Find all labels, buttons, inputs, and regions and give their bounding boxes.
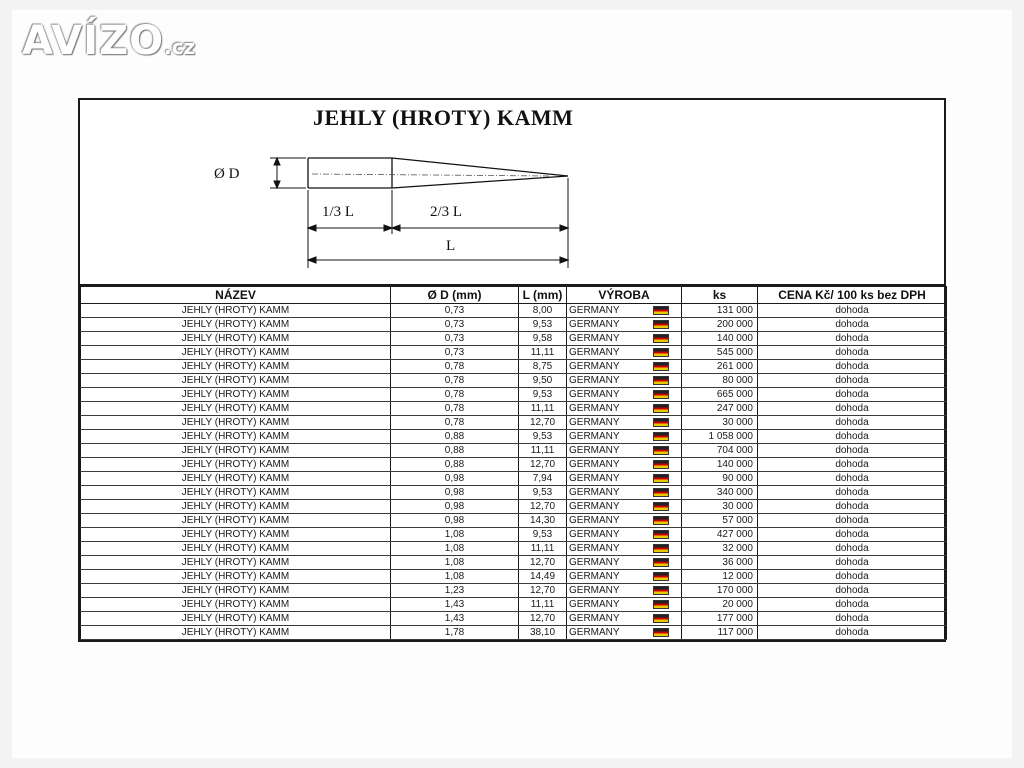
cell-diameter: 0,78 <box>391 388 519 402</box>
cell-name: JEHLY (HROTY) KAMM <box>81 332 391 346</box>
manufacture-country: GERMANY <box>569 318 620 330</box>
germany-flag-icon <box>653 404 669 413</box>
cell-manufacture <box>567 304 682 318</box>
cell-length: 12,70 <box>519 556 567 570</box>
cell-length: 12,70 <box>519 500 567 514</box>
cell-length: 14,49 <box>519 570 567 584</box>
cell-quantity: 12 000 <box>682 570 758 584</box>
length-label: L <box>446 238 456 254</box>
header-quantity: ks <box>682 287 758 304</box>
cell-name: JEHLY (HROTY) KAMM <box>81 570 391 584</box>
cell-name: JEHLY (HROTY) KAMM <box>81 416 391 430</box>
cell-name: JEHLY (HROTY) KAMM <box>81 430 391 444</box>
cell-length: 9,50 <box>519 374 567 388</box>
cell-diameter: 1,08 <box>391 528 519 542</box>
cell-manufacture <box>567 444 682 458</box>
cell-diameter: 0,78 <box>391 402 519 416</box>
manufacture-country: GERMANY <box>569 416 620 428</box>
cell-diameter: 1,43 <box>391 598 519 612</box>
cell-name: JEHLY (HROTY) KAMM <box>81 626 391 640</box>
price-sheet <box>78 98 946 642</box>
cell-name: JEHLY (HROTY) KAMM <box>81 304 391 318</box>
germany-flag-icon <box>653 558 669 567</box>
cell-length: 38,10 <box>519 626 567 640</box>
germany-flag-icon <box>653 460 669 469</box>
cell-price: dohoda <box>758 500 947 514</box>
cell-name: JEHLY (HROTY) KAMM <box>81 486 391 500</box>
cell-price: dohoda <box>758 556 947 570</box>
cell-price: dohoda <box>758 318 947 332</box>
manufacture-country: GERMANY <box>569 612 620 624</box>
cell-diameter: 0,78 <box>391 374 519 388</box>
cell-price: dohoda <box>758 416 947 430</box>
cell-quantity: 57 000 <box>682 514 758 528</box>
cell-price: dohoda <box>758 598 947 612</box>
cell-name: JEHLY (HROTY) KAMM <box>81 444 391 458</box>
cell-manufacture <box>567 346 682 360</box>
germany-flag-icon <box>653 572 669 581</box>
manufacture-country: GERMANY <box>569 346 620 358</box>
total-length-dimension <box>308 257 568 263</box>
manufacture-country: GERMANY <box>569 304 620 316</box>
cell-diameter: 0,88 <box>391 444 519 458</box>
germany-flag-icon <box>653 418 669 427</box>
manufacture-country: GERMANY <box>569 402 620 414</box>
cell-length: 9,58 <box>519 332 567 346</box>
germany-flag-icon <box>653 446 669 455</box>
cell-name: JEHLY (HROTY) KAMM <box>81 500 391 514</box>
cell-length: 11,11 <box>519 346 567 360</box>
table-row <box>81 374 947 388</box>
cell-price: dohoda <box>758 388 947 402</box>
cell-manufacture <box>567 584 682 598</box>
cell-quantity: 80 000 <box>682 374 758 388</box>
cell-quantity: 117 000 <box>682 626 758 640</box>
cell-diameter: 1,08 <box>391 556 519 570</box>
cell-diameter: 0,78 <box>391 416 519 430</box>
cell-name: JEHLY (HROTY) KAMM <box>81 584 391 598</box>
cell-length: 8,75 <box>519 360 567 374</box>
germany-flag-icon <box>653 362 669 371</box>
manufacture-country: GERMANY <box>569 472 620 484</box>
table-row <box>81 528 947 542</box>
manufacture-country: GERMANY <box>569 388 620 400</box>
germany-flag-icon <box>653 306 669 315</box>
table-row <box>81 514 947 528</box>
cell-manufacture <box>567 472 682 486</box>
cell-diameter: 1,78 <box>391 626 519 640</box>
germany-flag-icon <box>653 502 669 511</box>
manufacture-country: GERMANY <box>569 360 620 372</box>
cell-price: dohoda <box>758 374 947 388</box>
cell-length: 12,70 <box>519 584 567 598</box>
germany-flag-icon <box>653 586 669 595</box>
cell-quantity: 545 000 <box>682 346 758 360</box>
cell-name: JEHLY (HROTY) KAMM <box>81 514 391 528</box>
cell-quantity: 30 000 <box>682 500 758 514</box>
cell-diameter: 0,88 <box>391 430 519 444</box>
germany-flag-icon <box>653 600 669 609</box>
table-row <box>81 458 947 472</box>
cell-name: JEHLY (HROTY) KAMM <box>81 346 391 360</box>
watermark-tld: .cz <box>164 35 196 59</box>
table-row <box>81 472 947 486</box>
cell-diameter: 1,43 <box>391 612 519 626</box>
cell-manufacture <box>567 318 682 332</box>
germany-flag-icon <box>653 432 669 441</box>
cell-length: 11,11 <box>519 598 567 612</box>
cell-price: dohoda <box>758 570 947 584</box>
cell-manufacture <box>567 486 682 500</box>
cell-length: 9,53 <box>519 388 567 402</box>
table-row <box>81 332 947 346</box>
cell-manufacture <box>567 556 682 570</box>
cell-price: dohoda <box>758 584 947 598</box>
cell-manufacture <box>567 430 682 444</box>
germany-flag-icon <box>653 628 669 637</box>
cell-name: JEHLY (HROTY) KAMM <box>81 612 391 626</box>
cell-length: 12,70 <box>519 458 567 472</box>
cell-quantity: 140 000 <box>682 458 758 472</box>
cell-diameter: 0,98 <box>391 486 519 500</box>
cell-price: dohoda <box>758 528 947 542</box>
table-row <box>81 346 947 360</box>
watermark-brand: AVÍZO <box>22 18 165 64</box>
table-row <box>81 626 947 640</box>
cell-name: JEHLY (HROTY) KAMM <box>81 374 391 388</box>
cell-price: dohoda <box>758 430 947 444</box>
manufacture-country: GERMANY <box>569 528 620 540</box>
germany-flag-icon <box>653 488 669 497</box>
table-row <box>81 402 947 416</box>
header-diameter: Ø D (mm) <box>391 287 519 304</box>
cell-manufacture <box>567 332 682 346</box>
cell-quantity: 247 000 <box>682 402 758 416</box>
cell-quantity: 665 000 <box>682 388 758 402</box>
germany-flag-icon <box>653 614 669 623</box>
cell-quantity: 261 000 <box>682 360 758 374</box>
cell-diameter: 0,73 <box>391 304 519 318</box>
table-row <box>81 584 947 598</box>
cell-diameter: 0,98 <box>391 500 519 514</box>
table-row <box>81 430 947 444</box>
cell-diameter: 0,98 <box>391 472 519 486</box>
cell-name: JEHLY (HROTY) KAMM <box>81 556 391 570</box>
cell-name: JEHLY (HROTY) KAMM <box>81 402 391 416</box>
cell-diameter: 0,73 <box>391 318 519 332</box>
cell-diameter: 0,98 <box>391 514 519 528</box>
sheet-title: JEHLY (HROTY) KAMM <box>313 105 574 130</box>
table-row <box>81 598 947 612</box>
header-name: NÁZEV <box>81 287 391 304</box>
cell-name: JEHLY (HROTY) KAMM <box>81 598 391 612</box>
cell-quantity: 704 000 <box>682 444 758 458</box>
manufacture-country: GERMANY <box>569 500 620 512</box>
table-row <box>81 556 947 570</box>
manufacture-country: GERMANY <box>569 374 620 386</box>
cell-quantity: 90 000 <box>682 472 758 486</box>
cell-length: 8,00 <box>519 304 567 318</box>
cell-length: 9,53 <box>519 430 567 444</box>
sheet-header <box>80 100 944 286</box>
germany-flag-icon <box>653 376 669 385</box>
table-row <box>81 500 947 514</box>
table-row <box>81 318 947 332</box>
manufacture-country: GERMANY <box>569 514 620 526</box>
cell-length: 9,53 <box>519 318 567 332</box>
cell-manufacture <box>567 402 682 416</box>
cell-manufacture <box>567 360 682 374</box>
germany-flag-icon <box>653 516 669 525</box>
germany-flag-icon <box>653 348 669 357</box>
cell-price: dohoda <box>758 626 947 640</box>
table-row <box>81 304 947 318</box>
cell-length: 11,11 <box>519 542 567 556</box>
cell-diameter: 0,73 <box>391 346 519 360</box>
cell-price: dohoda <box>758 612 947 626</box>
manufacture-country: GERMANY <box>569 430 620 442</box>
cell-diameter: 0,88 <box>391 458 519 472</box>
diameter-dimension <box>270 158 306 188</box>
manufacture-country: GERMANY <box>569 486 620 498</box>
cell-length: 11,11 <box>519 402 567 416</box>
cell-manufacture <box>567 542 682 556</box>
cell-length: 9,53 <box>519 486 567 500</box>
cell-name: JEHLY (HROTY) KAMM <box>81 542 391 556</box>
cell-price: dohoda <box>758 458 947 472</box>
cell-diameter: 0,78 <box>391 360 519 374</box>
needle-diagram <box>80 100 944 284</box>
table-row <box>81 486 947 500</box>
third-length-label: 1/3 L <box>322 204 355 220</box>
cell-length: 12,70 <box>519 416 567 430</box>
table-row <box>81 360 947 374</box>
header-manufacture: VÝROBA <box>567 287 682 304</box>
cell-manufacture <box>567 626 682 640</box>
cell-manufacture <box>567 514 682 528</box>
cell-price: dohoda <box>758 444 947 458</box>
cell-name: JEHLY (HROTY) KAMM <box>81 388 391 402</box>
cell-quantity: 20 000 <box>682 598 758 612</box>
germany-flag-icon <box>653 390 669 399</box>
cell-name: JEHLY (HROTY) KAMM <box>81 360 391 374</box>
cell-manufacture <box>567 500 682 514</box>
cell-price: dohoda <box>758 486 947 500</box>
header-length: L (mm) <box>519 287 567 304</box>
germany-flag-icon <box>653 334 669 343</box>
cell-length: 9,53 <box>519 528 567 542</box>
cell-manufacture <box>567 570 682 584</box>
cell-manufacture <box>567 416 682 430</box>
cell-quantity: 340 000 <box>682 486 758 500</box>
cell-price: dohoda <box>758 346 947 360</box>
cell-price: dohoda <box>758 514 947 528</box>
manufacture-country: GERMANY <box>569 626 620 638</box>
cell-diameter: 0,73 <box>391 332 519 346</box>
cell-length: 14,30 <box>519 514 567 528</box>
manufacture-country: GERMANY <box>569 584 620 596</box>
table-row <box>81 612 947 626</box>
cell-name: JEHLY (HROTY) KAMM <box>81 472 391 486</box>
manufacture-country: GERMANY <box>569 598 620 610</box>
cell-price: dohoda <box>758 472 947 486</box>
cell-manufacture <box>567 528 682 542</box>
cell-manufacture <box>567 598 682 612</box>
cell-length: 11,11 <box>519 444 567 458</box>
cell-quantity: 32 000 <box>682 542 758 556</box>
cell-manufacture <box>567 612 682 626</box>
cell-quantity: 427 000 <box>682 528 758 542</box>
table-header-row <box>81 287 947 304</box>
needle-axis <box>312 174 550 176</box>
table-row <box>81 570 947 584</box>
manufacture-country: GERMANY <box>569 556 620 568</box>
cell-quantity: 30 000 <box>682 416 758 430</box>
manufacture-country: GERMANY <box>569 458 620 470</box>
cell-price: dohoda <box>758 402 947 416</box>
third-length-dimension <box>308 225 392 231</box>
cell-price: dohoda <box>758 542 947 556</box>
cell-quantity: 177 000 <box>682 612 758 626</box>
cell-diameter: 1,08 <box>391 570 519 584</box>
header-price: CENA Kč/ 100 ks bez DPH <box>758 287 947 304</box>
cell-price: dohoda <box>758 332 947 346</box>
two-thirds-length-dimension <box>392 225 568 231</box>
diameter-label: Ø D <box>214 166 240 182</box>
needle-table <box>80 286 947 640</box>
cell-diameter: 1,23 <box>391 584 519 598</box>
cell-length: 12,70 <box>519 612 567 626</box>
two-thirds-length-label: 2/3 L <box>430 204 463 220</box>
cell-quantity: 1 058 000 <box>682 430 758 444</box>
cell-price: dohoda <box>758 304 947 318</box>
cell-diameter: 1,08 <box>391 542 519 556</box>
germany-flag-icon <box>653 530 669 539</box>
cell-quantity: 170 000 <box>682 584 758 598</box>
cell-name: JEHLY (HROTY) KAMM <box>81 528 391 542</box>
manufacture-country: GERMANY <box>569 332 620 344</box>
cell-quantity: 200 000 <box>682 318 758 332</box>
watermark-logo <box>22 18 195 64</box>
cell-manufacture <box>567 458 682 472</box>
cell-price: dohoda <box>758 360 947 374</box>
germany-flag-icon <box>653 544 669 553</box>
manufacture-country: GERMANY <box>569 444 620 456</box>
cell-quantity: 131 000 <box>682 304 758 318</box>
germany-flag-icon <box>653 474 669 483</box>
cell-name: JEHLY (HROTY) KAMM <box>81 318 391 332</box>
needle-shape <box>308 158 568 188</box>
table-row <box>81 444 947 458</box>
cell-quantity: 140 000 <box>682 332 758 346</box>
cell-manufacture <box>567 388 682 402</box>
cell-name: JEHLY (HROTY) KAMM <box>81 458 391 472</box>
table-row <box>81 416 947 430</box>
table-row <box>81 542 947 556</box>
cell-manufacture <box>567 374 682 388</box>
table-row <box>81 388 947 402</box>
manufacture-country: GERMANY <box>569 570 620 582</box>
cell-quantity: 36 000 <box>682 556 758 570</box>
cell-length: 7,94 <box>519 472 567 486</box>
germany-flag-icon <box>653 320 669 329</box>
manufacture-country: GERMANY <box>569 542 620 554</box>
